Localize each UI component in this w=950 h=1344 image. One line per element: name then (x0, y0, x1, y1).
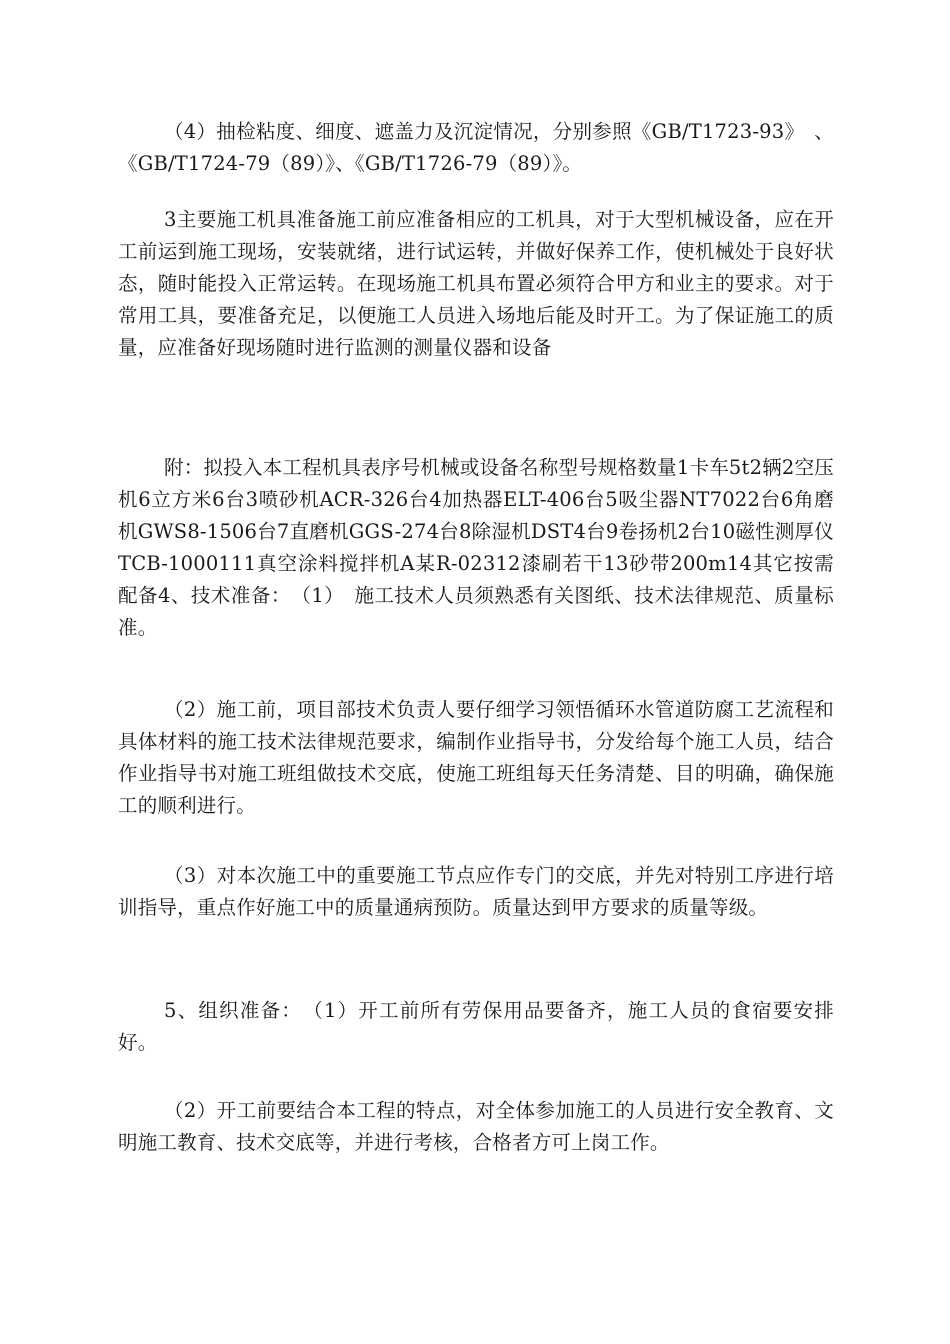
paragraph-organization-prep: 5、组织准备： （1）开工前所有劳保用品要备齐，施工人员的食宿要安排好。 (118, 999, 834, 1054)
paragraph-equipment-list: 附：拟投入本工程机具表序号机械或设备名称型号规格数量1卡车5t2辆2空压机6立方米6台3喷砂机ACR-326台4加热器ELT-406台5吸尘器NT7022台6角磨机GWS8-1506台7直磨机GGS-274台8除湿机DST4台9卷扬机2台10磁性测厚仪TCB-1000111真空涂料搅拌机A某R-02312漆刷若干13砂带200m14其它按需配备4、技术准备： （1） 施工技术人员须熟悉有关图纸、技术法律规范、质量标准。 (118, 456, 834, 639)
paragraph-safety-education: （2）开工前要结合本工程的特点，对全体参加施工的人员进行安全教育、文明施工教育、技术交底等，并进行考核，合格者方可上岗工作。 (118, 1099, 834, 1154)
paragraph-key-nodes: （3）对本次施工中的重要施工节点应作专门的交底，并先对特别工序进行培训指导，重点作好施工中的质量通病预防。质量达到甲方要求的质量等级。 (118, 864, 834, 919)
paragraph-construction-tools: 3主要施工机具准备施工前应准备相应的工机具，对于大型机械设备，应在开工前运到施工现场，安装就绪，进行试运转，并做好保养工作，使机械处于良好状态，随时能投入正常运转。在现场施工机具布置必须符合甲方和业主的要求。对于常用工具，要准备充足，以便施工人员进入场地后能及时开工。为了保证施工的质量，应准备好现场随时进行监测的测量仪器和设备 (118, 208, 834, 359)
paragraph-sampling-inspection: （4）抽检粘度、细度、遮盖力及沉淀情况，分别参照《GB/T1723-93》 、《GB/T1724-79（89）》、《GB/T1726-79（89）》。 (118, 120, 834, 175)
paragraph-technical-briefing: （2）施工前，项目部技术负责人要仔细学习领悟循环水管道防腐工艺流程和具体材料的施工技术法律规范要求，编制作业指导书，分发给每个施工人员，结合作业指导书对施工班组做技术交底，使施工班组每天任务清楚、目的明确，确保施工的顺利进行。 (118, 698, 834, 817)
